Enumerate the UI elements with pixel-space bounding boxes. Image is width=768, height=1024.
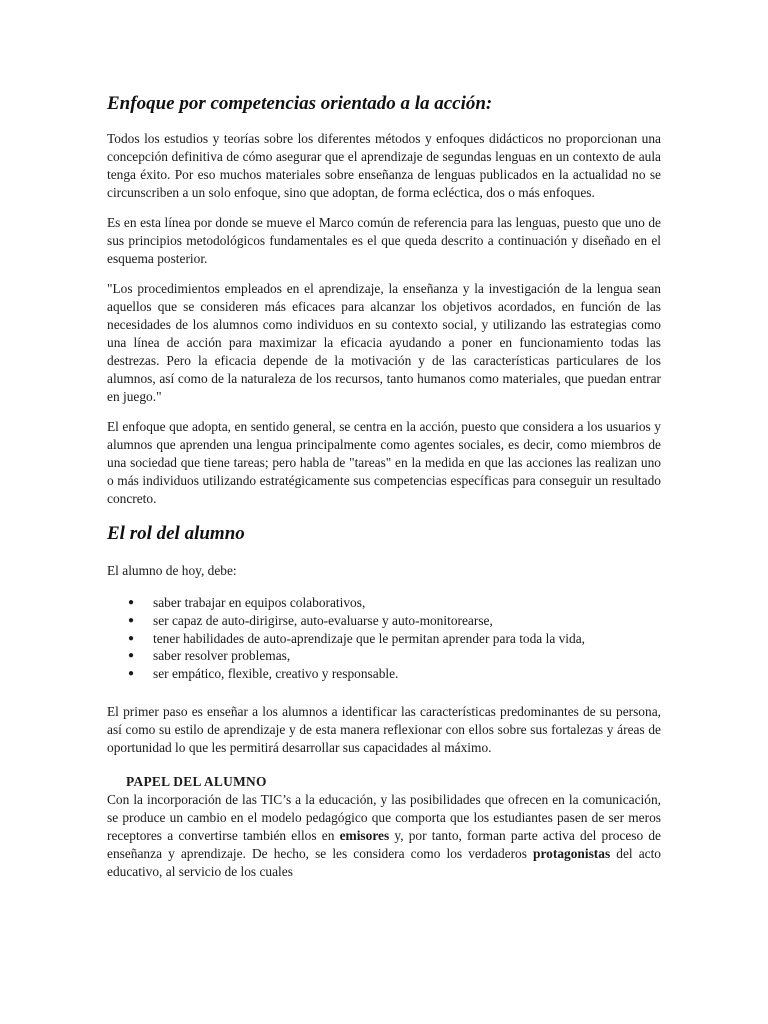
text-run: del acto educativo, al servicio de los cuales [107,845,661,879]
list-item [128,594,661,612]
list-item [128,665,661,683]
list-item-text: ser empático, flexible, creativo y responsable. [153,666,399,682]
paragraph-alumno-intro: El alumno de hoy, debe: [107,563,237,578]
competencias-list [107,594,661,683]
bullet-icon: ● [128,614,135,626]
bullet-icon: ● [128,632,135,644]
paragraph-cita-procedimientos: "Los procedimientos empleados en el aprendizaje, la enseñanza y la investigación de la lengua sean aquellos que se consideren más eficaces para alcanzar los objetivos acordados, en función de las necesidades de los alumnos como individuos en su contexto social, y utilizando las estrategias como una línea de acción para maximizar la eficacia ayudando a poner en funcionamiento todas las destrezas. Pero la eficacia depende de la motivación y de las características particulares de los alumnos, así como de la naturaleza de los recursos, tanto humanos como materiales, que puedan entrar en juego." [107,281,661,404]
bold-term-emisores: emisores [339,827,390,843]
subheading-papel-alumno: PAPEL DEL ALUMNO [126,773,267,789]
bullet-icon: ● [128,597,135,608]
paragraph-estudios: Todos los estudios y teorías sobre los diferentes métodos y enfoques didácticos no proporcionan una concepción definitiva de cómo asegurar que el aprendizaje de segundas lenguas en un contexto de aula tenga éxito. Por eso muchos materiales sobre enseñanza de lenguas publicados en la actualidad no se circunscriben a un solo enfoque, sino que adoptan, de forma ecléctica, dos o más enfoques. [107,131,661,200]
document-page [107,92,661,893]
bullet-icon: ● [128,668,135,680]
list-item-text: saber trabajar en equipos colaborativos, [153,595,366,610]
list-item [128,647,661,665]
text-run: Con la incorporación de las TIC’s a la educación, y las posibilidades que ofrecen en la comunicación, se produce un cambio en el modelo pedagógico que comporta que los estudiantes pasen de ser meros receptores a convertirse también ellos en [107,791,661,843]
paragraph-tics [107,791,661,881]
list-item-text: saber resolver problemas, [153,648,291,664]
paragraph-marco-comun: Es en esta línea por donde se mueve el Marco común de referencia para las lenguas, puesto que uno de sus principios metodológicos fundamentales es el que queda descrito a continuación y diseñado en el esquema posterior. [107,215,661,266]
list-item [128,612,661,630]
bullet-icon: ● [128,650,135,662]
list-item-text: tener habilidades de auto-aprendizaje que le permitan aprender para toda la vida, [153,630,586,646]
text-run: y, por tanto, forman parte activa del proceso de enseñanza y aprendizaje. De hecho, se les considera como los verdaderos [107,827,661,861]
bold-term-protagonistas: protagonistas [533,845,611,861]
paragraph-primer-paso: El primer paso es enseñar a los alumnos a identificar las características predominantes de su persona, así como su estilo de aprendizaje y de esta manera reflexionar con ellos sobre sus fortalezas y áreas de oportunidad lo que les permitirá desarrollar sus capacidades al máximo. [107,703,661,755]
list-item [128,630,661,648]
section-heading-rol-alumno: El rol del alumno [107,523,245,544]
section-heading-enfoque: Enfoque por competencias orientado a la acción: [107,93,493,114]
paragraph-enfoque-accion: El enfoque que adopta, en sentido general, se centra en la acción, puesto que considera a los usuarios y alumnos que aprenden una lengua principalmente como agentes sociales, es decir, como miembros de una sociedad que tiene tareas; pero habla de "tareas" en la medida en que las acciones las realizan uno o más individuos utilizando estratégicamente sus competencias específicas para conseguir un resultado concreto. [107,419,661,506]
list-item-text: ser capaz de auto-dirigirse, auto-evaluarse y auto-monitorearse, [153,612,493,628]
